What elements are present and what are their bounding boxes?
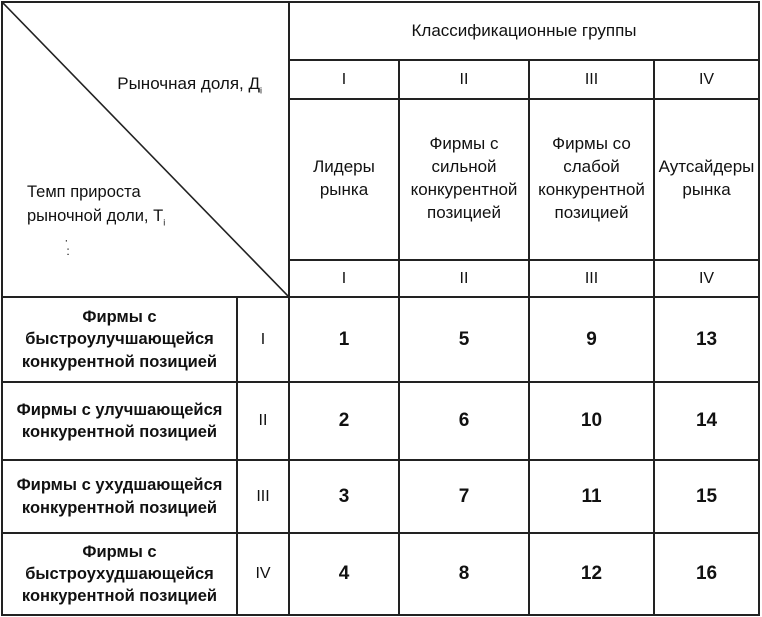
cell-number: 5 (399, 297, 529, 382)
dots-mark: · : (63, 233, 70, 258)
cell-number: 10 (529, 382, 654, 460)
cell-number: 6 (399, 382, 529, 460)
table-row (2, 460, 759, 533)
classification-matrix (1, 1, 760, 616)
cell-number: 15 (654, 460, 759, 533)
cell-number: 4 (289, 533, 399, 615)
growth-rate-label: Темп прироста рыночной доли, $Т_i$ (27, 183, 166, 228)
column-roman-4: IV (654, 60, 759, 98)
table-row (2, 297, 759, 382)
row-roman: I (237, 297, 289, 382)
column-name-3: Фирмы со слабой конкурентной позицией (529, 99, 654, 260)
row-label: Фирмы с быстроулучшающейся конкурентной позицией (2, 297, 237, 382)
row-roman: IV (237, 533, 289, 615)
cell-number: 1 (289, 297, 399, 382)
row-roman: III (237, 460, 289, 533)
column-roman-3: III (529, 60, 654, 98)
market-share-label: Рыночная доля, $Д_i$ (117, 74, 262, 96)
cell-number: 3 (289, 460, 399, 533)
corner-diagonal-line (3, 3, 288, 296)
cell-number: 13 (654, 297, 759, 382)
cell-number: 8 (399, 533, 529, 615)
cell-number: 7 (399, 460, 529, 533)
row-roman: II (237, 382, 289, 460)
cell-number: 12 (529, 533, 654, 615)
corner-header-cell (2, 2, 289, 297)
cell-number: 2 (289, 382, 399, 460)
column-roman-1: I (289, 60, 399, 98)
cell-number: 14 (654, 382, 759, 460)
column-roman-bottom-4: IV (654, 260, 759, 297)
row-label: Фирмы с улучшающейся конкурентной позицией (2, 382, 237, 460)
cell-number: 11 (529, 460, 654, 533)
row-label: Фирмы с быстроухудшающейся конкурентной позицией (2, 533, 237, 615)
column-roman-bottom-3: III (529, 260, 654, 297)
column-roman-2: II (399, 60, 529, 98)
column-name-1: Лидеры рынка (289, 99, 399, 260)
group-title: Классификационные группы (289, 2, 759, 60)
table-row (2, 382, 759, 460)
cell-number: 9 (529, 297, 654, 382)
column-name-2: Фирмы с сильной конкурентной позицией (399, 99, 529, 260)
column-name-4: Аутсайдеры рынка (654, 99, 759, 260)
cell-number: 16 (654, 533, 759, 615)
row-label: Фирмы с ухудшающейся конкурентной позицией (2, 460, 237, 533)
column-roman-bottom-1: I (289, 260, 399, 297)
column-roman-bottom-2: II (399, 260, 529, 297)
table-row (2, 533, 759, 615)
